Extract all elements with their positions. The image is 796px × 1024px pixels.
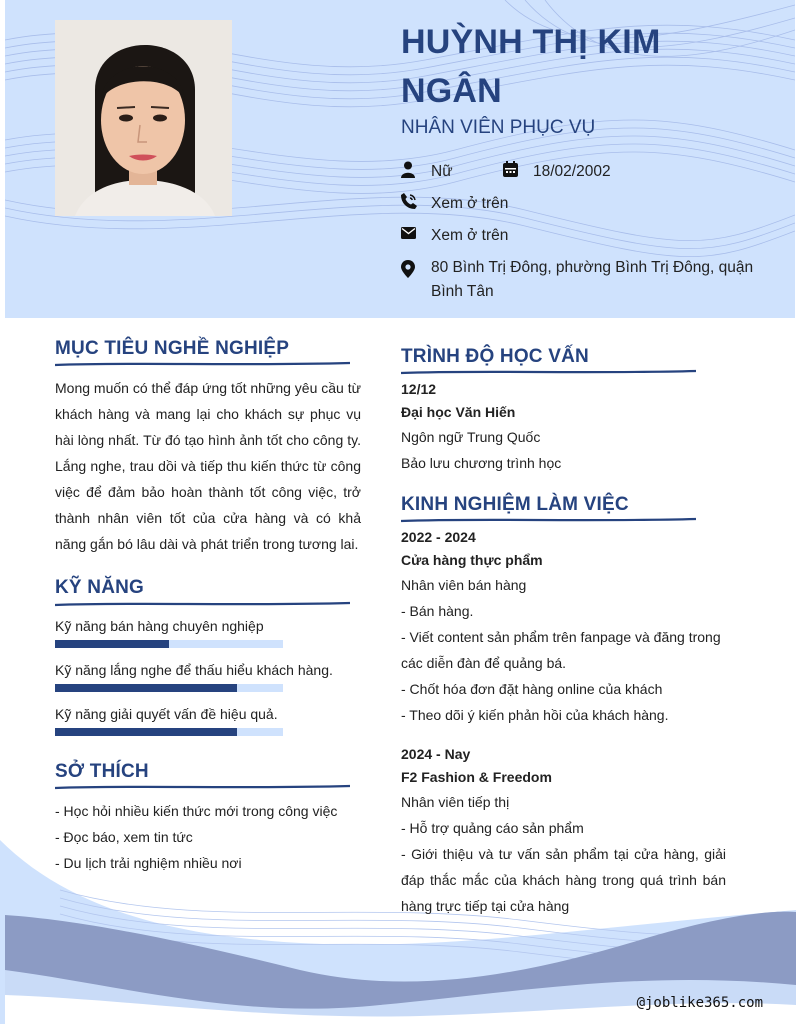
skill-bar [55, 684, 283, 692]
skills-underline [55, 600, 350, 608]
email-row [401, 224, 508, 248]
job-duty: - Giới thiệu và tư vấn sản phẩm tại cửa hàng, giải đáp thắc mắc của khách hàng trong quá trình bán hàng trực tiếp tại cửa hàng [401, 846, 726, 914]
skill-bar-fill [55, 640, 169, 648]
job-position: Nhân viên tiếp thị [401, 794, 510, 810]
phone-icon [401, 193, 417, 211]
job-company: F2 Fashion & Freedom [401, 769, 552, 785]
skill-bar [55, 728, 283, 736]
candidate-name: HUỲNH THỊ KIM NGÂN [401, 23, 661, 110]
skill-bar-fill [55, 728, 237, 736]
education-period: 12/12 [401, 381, 437, 397]
profile-photo [55, 20, 232, 216]
birthdate-row [503, 160, 611, 184]
person-icon [401, 161, 417, 179]
phone-row [401, 192, 508, 216]
job-position: Nhân viên bán hàng [401, 577, 527, 593]
address-row [401, 256, 761, 304]
job-duty: - Viết content sản phẩm trên fanpage và đăng trong các diễn đàn để quảng bá. [401, 629, 721, 671]
education-note: Bảo lưu chương trình học [401, 455, 562, 471]
hobby-item: - Du lịch trải nghiệm nhiều nơi [55, 855, 242, 871]
email-value: Xem ở trên [431, 227, 509, 244]
map-pin-icon [401, 257, 417, 275]
job-duty: - Bán hàng. [401, 603, 474, 619]
address-value: 80 Bình Trị Đông, phường Bình Trị Đông, quận Bình Tân [431, 259, 754, 300]
skill-label: Kỹ năng bán hàng chuyên nghiệp [55, 618, 264, 634]
watermark-text: @joblike365.com [636, 995, 763, 1011]
skill-bar [55, 640, 283, 648]
education-title: TRÌNH ĐỘ HỌC VẤN [401, 346, 589, 367]
gender-value: Nữ [431, 163, 453, 180]
experience-title: KINH NGHIỆM LÀM VIỆC [401, 494, 629, 515]
phone-value: Xem ở trên [431, 195, 509, 212]
gender-row [401, 160, 453, 184]
objective-text: Mong muốn có thể đáp ứng tốt những yêu cầu từ khách hàng và mang lại cho khách sự phục vụ hài lòng nhất. Từ đó tạo hình ảnh tốt cho công ty. Lắng nghe, trau dồi và tiếp thu kiến thức từ công việc để đảm bảo hoàn thành tốt công việc, trở thành nhân viên tốt của cửa hàng và có khả năng gắn bó lâu dài và phát triển trong tương lai. [55, 380, 361, 552]
job-duty: - Hỗ trợ quảng cáo sản phẩm [401, 820, 584, 836]
birthdate-value: 18/02/2002 [533, 163, 611, 180]
calendar-icon [503, 161, 519, 179]
job-duty: - Theo dõi ý kiến phản hồi của khách hàng. [401, 707, 669, 723]
job-company: Cửa hàng thực phẩm [401, 552, 543, 568]
objective-title: MỤC TIÊU NGHỀ NGHIỆP [55, 338, 290, 359]
job-period: 2022 - 2024 [401, 529, 476, 545]
hobbies-title: SỞ THÍCH [55, 761, 149, 782]
skills-title: KỸ NĂNG [55, 577, 145, 598]
education-school: Đại học Văn Hiến [401, 404, 516, 420]
envelope-icon [401, 225, 417, 243]
hobby-item: - Đọc báo, xem tin tức [55, 829, 193, 845]
experience-underline [401, 516, 696, 524]
skill-label: Kỹ năng giải quyết vấn đề hiệu quả. [55, 706, 278, 722]
skill-bar-fill [55, 684, 237, 692]
hobbies-underline [55, 783, 350, 791]
job-period: 2024 - Nay [401, 746, 471, 762]
hobby-item: - Học hỏi nhiều kiến thức mới trong công việc [55, 803, 338, 819]
objective-underline [55, 360, 350, 368]
education-underline [401, 368, 696, 376]
job-duty: - Chốt hóa đơn đặt hàng online của khách [401, 681, 663, 697]
education-major: Ngôn ngữ Trung Quốc [401, 429, 541, 445]
candidate-role: NHÂN VIÊN PHỤC VỤ [401, 117, 596, 138]
skill-label: Kỹ năng lắng nghe để thấu hiểu khách hàng. [55, 662, 333, 678]
